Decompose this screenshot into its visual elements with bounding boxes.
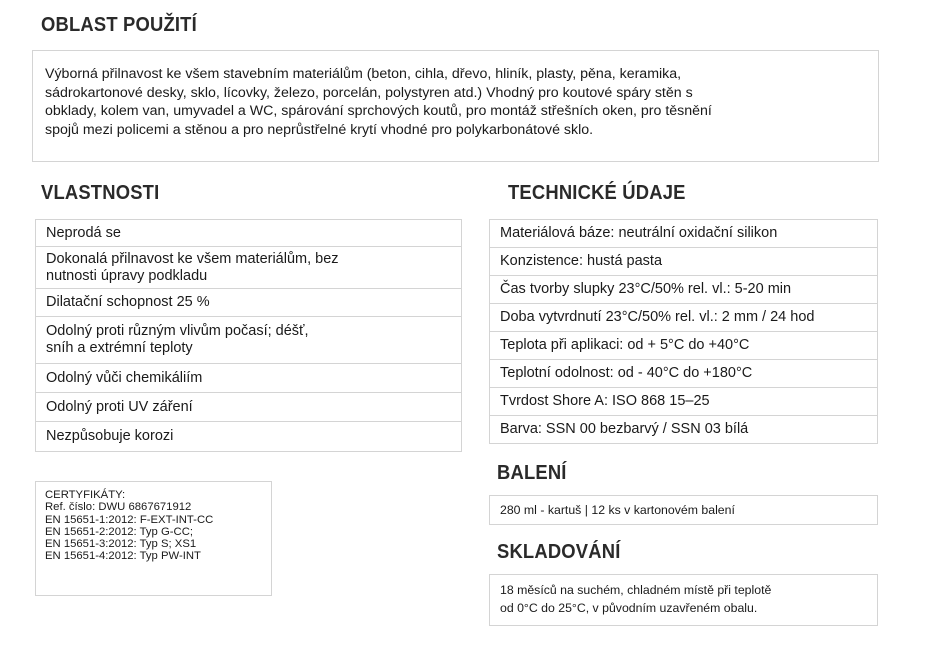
oblast-text <box>33 51 878 139</box>
list-item <box>490 276 878 304</box>
list-item <box>36 317 462 364</box>
list-item-text: Teplota při aplikaci: od + 5°C do +40°C <box>500 337 750 353</box>
list-item-text: Tvrdost Shore A: ISO 868 15–25 <box>500 393 710 409</box>
oblast-line: sádrokartonové desky, sklo, lícovky, železo, porcelán, polystyren atd.) Vhodný pro koutové spáry stěn s <box>45 84 693 101</box>
list-item <box>490 248 878 276</box>
certifikaty-text <box>36 482 271 570</box>
list-item-text: Dilatační schopnost 25 % <box>46 294 210 310</box>
list-item <box>36 364 462 393</box>
vlastnosti-heading: VLASTNOSTI <box>41 182 160 204</box>
list-item <box>36 422 462 452</box>
list-item <box>36 393 462 422</box>
cert-line: EN 15651-1:2012: F-EXT-INT-CC <box>45 513 214 526</box>
list-item-text: Barva: SSN 00 bezbarvý / SSN 03 bílá <box>500 421 749 437</box>
list-item-text: Neprodá se <box>46 224 121 241</box>
cert-line: Ref. číslo: DWU 6867671912 <box>45 501 192 514</box>
baleni-heading: BALENÍ <box>497 462 567 484</box>
vlastnosti-list <box>35 219 462 452</box>
list-item <box>490 416 878 444</box>
list-item-text: Teplotní odolnost: od - 40°C do +180°C <box>500 365 753 381</box>
skladovani-line: od 0°C do 25°C, v původním uzavřeném obalu. <box>500 601 758 615</box>
list-item-text: Konzistence: hustá pasta <box>500 253 663 269</box>
oblast-heading: OBLAST POUŽITÍ <box>41 14 197 36</box>
list-item <box>490 360 878 388</box>
cert-line: EN 15651-2:2012: Typ G-CC; <box>45 525 193 538</box>
list-item <box>36 220 462 247</box>
skladovani-text <box>490 575 877 623</box>
oblast-line: Výborná přilnavost ke všem stavebním materiálům (beton, cihla, dřevo, hliník, plasty, pěna, keramika, <box>45 66 682 82</box>
oblast-line: spojů mezi policemi a stěnou a pro neprůstřelné krytí vhodné pro polykarbonátové sklo. <box>45 121 594 138</box>
list-item-text: Nezpůsobuje korozi <box>46 428 174 444</box>
cert-line: EN 15651-3:2012: Typ S; XS1 <box>45 538 197 551</box>
oblast-box <box>32 50 879 162</box>
list-item-text: Doba vytvrdnutí 23°C/50% rel. vl.: 2 mm / 24 hod <box>500 309 815 325</box>
cert-line: EN 15651-4:2012: Typ PW-INT <box>45 550 201 563</box>
list-item-text: Čas tvorby slupky 23°C/50% rel. vl.: 5-20 min <box>500 281 792 297</box>
cert-line: CERTYFIKÁTY: <box>45 489 126 501</box>
list-item <box>490 304 878 332</box>
list-item-text: Dokonalá přilnavost ke všem materiálům, bez <box>46 250 339 267</box>
technicke-list <box>489 219 878 444</box>
list-item-text: Odolný proti různým vlivům počasí; déšť, <box>46 323 309 339</box>
list-item <box>36 247 462 289</box>
skladovani-heading: SKLADOVÁNÍ <box>497 541 621 563</box>
baleni-text: 280 ml - kartuš | 12 ks v kartonovém balení <box>500 503 735 517</box>
oblast-line: obklady, kolem van, umyvadel a WC, spárování sprchových koutů, pro montáž střešních oken, pro těsnění <box>45 103 712 119</box>
certifikaty-box <box>35 481 272 596</box>
skladovani-line: 18 měsíců na suchém, chladném místě při teplotě <box>500 583 772 597</box>
list-item <box>490 332 878 360</box>
list-item <box>36 289 462 317</box>
baleni-box <box>489 495 878 525</box>
list-item-text: Odolný vůči chemikáliím <box>46 369 203 386</box>
list-item <box>490 220 878 248</box>
list-item <box>490 388 878 416</box>
list-item-text: Odolný proti UV záření <box>46 398 193 415</box>
list-item-text: Materiálová báze: neutrální oxidační silikon <box>500 225 778 241</box>
list-item-text: sníh a extrémní teploty <box>46 340 193 356</box>
skladovani-box <box>489 574 878 626</box>
technicke-heading: TECHNICKÉ ÚDAJE <box>508 182 686 204</box>
list-item-text: nutnosti úpravy podkladu <box>46 267 208 284</box>
